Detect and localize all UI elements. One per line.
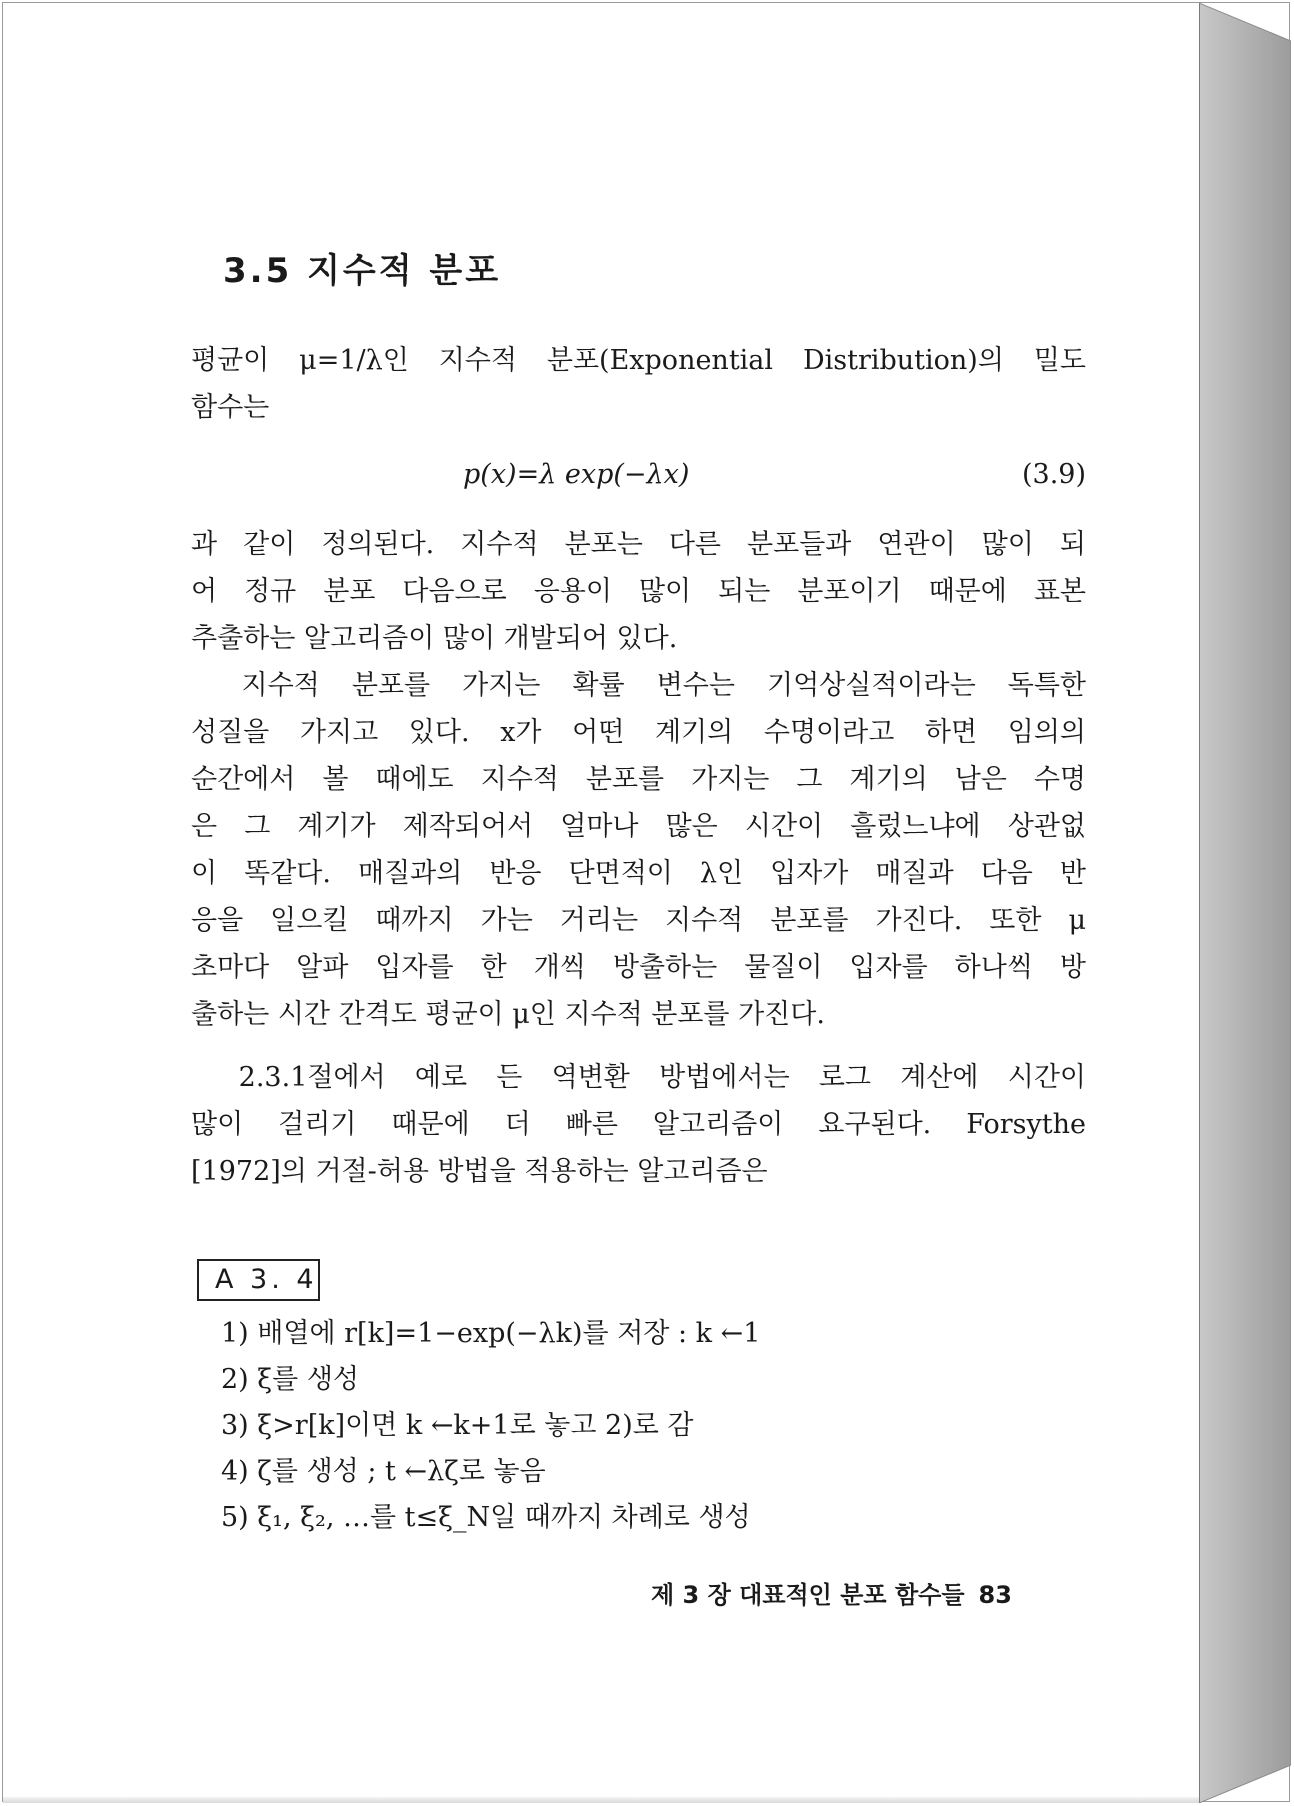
algorithm-step: 2) ξ를 생성 xyxy=(221,1364,359,1395)
text-line: 추출하는 알고리즘이 많이 개발되어 있다. xyxy=(191,623,678,654)
equation-formula: p(x)=λ exp(−λx) xyxy=(463,459,690,490)
text-line: 지수적 분포를 가지는 확률 변수는 기억상실적이라는 독특한 xyxy=(191,670,1086,701)
algorithm-steps xyxy=(221,1311,1041,1541)
algorithm-label: A 3. 4 xyxy=(197,1259,320,1301)
algorithm-step: 3) ξ>r[k]이면 k ←k+1로 놓고 2)로 감 xyxy=(221,1410,694,1441)
algorithm-step: 5) ξ₁, ξ₂, …를 t≤ξ_N일 때까지 차례로 생성 xyxy=(221,1502,751,1533)
equation-row xyxy=(191,459,1086,499)
text-line: 순간에서 볼 때에도 지수적 분포를 가지는 그 계기의 남은 수명 xyxy=(191,764,1086,795)
section-title: 3.5 지수적 분포 xyxy=(223,251,502,291)
book-spine-shape xyxy=(1199,3,1291,1803)
text-line: 은 그 계기가 제작되어서 얼마나 많은 시간이 흘렀느냐에 상관없 xyxy=(191,811,1086,842)
text-line: 2.3.1절에서 예로 든 역변환 방법에서는 로그 계산에 시간이 xyxy=(191,1062,1086,1093)
paragraph-memoryless xyxy=(191,662,1086,1038)
page-footer xyxy=(651,1575,1091,1610)
text-line: 어 정규 분포 다음으로 응용이 많이 되는 분포이기 때문에 표본 xyxy=(191,576,1086,607)
text-line: [1972]의 거절-허용 방법을 적용하는 알고리즘은 xyxy=(191,1156,768,1187)
text-line: 많이 걸리기 때문에 더 빠른 알고리즘이 요구된다. Forsythe xyxy=(191,1109,1086,1140)
page-number: 83 xyxy=(978,1581,1012,1609)
text-line: 이 똑같다. 매질과의 반응 단면적이 λ인 입자가 매질과 다음 반 xyxy=(191,858,1086,889)
text-line: 응을 일으킬 때까지 가는 거리는 지수적 분포를 가진다. 또한 μ xyxy=(191,905,1086,936)
algorithm-step: 4) ζ를 생성 ; t ←λζ로 놓음 xyxy=(221,1456,546,1487)
algorithm-step: 1) 배열에 r[k]=1−exp(−λk)를 저장 : k ←1 xyxy=(221,1318,761,1349)
running-chapter-title: 제 3 장 대표적인 분포 함수들 xyxy=(651,1581,965,1609)
text-line: 과 같이 정의된다. 지수적 분포는 다른 분포들과 연관이 많이 되 xyxy=(191,529,1086,560)
book-page xyxy=(3,3,1199,1803)
text-line: 평균이 μ=1/λ인 지수적 분포(Exponential Distribution)의 밀도 xyxy=(191,345,1086,376)
equation-number: (3.9) xyxy=(1021,459,1086,490)
text-line: 함수는 xyxy=(191,392,270,423)
text-line: 출하는 시간 간격도 평균이 μ인 지수적 분포를 가진다. xyxy=(191,999,825,1030)
paragraph-forsythe xyxy=(191,1054,1086,1195)
intro-paragraph xyxy=(191,337,1086,431)
paragraph-definition xyxy=(191,521,1086,662)
text-line: 초마다 알파 입자를 한 개씩 방출하는 물질이 입자를 하나씩 방 xyxy=(191,952,1086,983)
text-line: 성질을 가지고 있다. x가 어떤 계기의 수명이라고 하면 임의의 xyxy=(191,717,1086,748)
page-bottom-edge xyxy=(3,1797,1199,1803)
book-spine-edge xyxy=(1199,3,1291,1803)
